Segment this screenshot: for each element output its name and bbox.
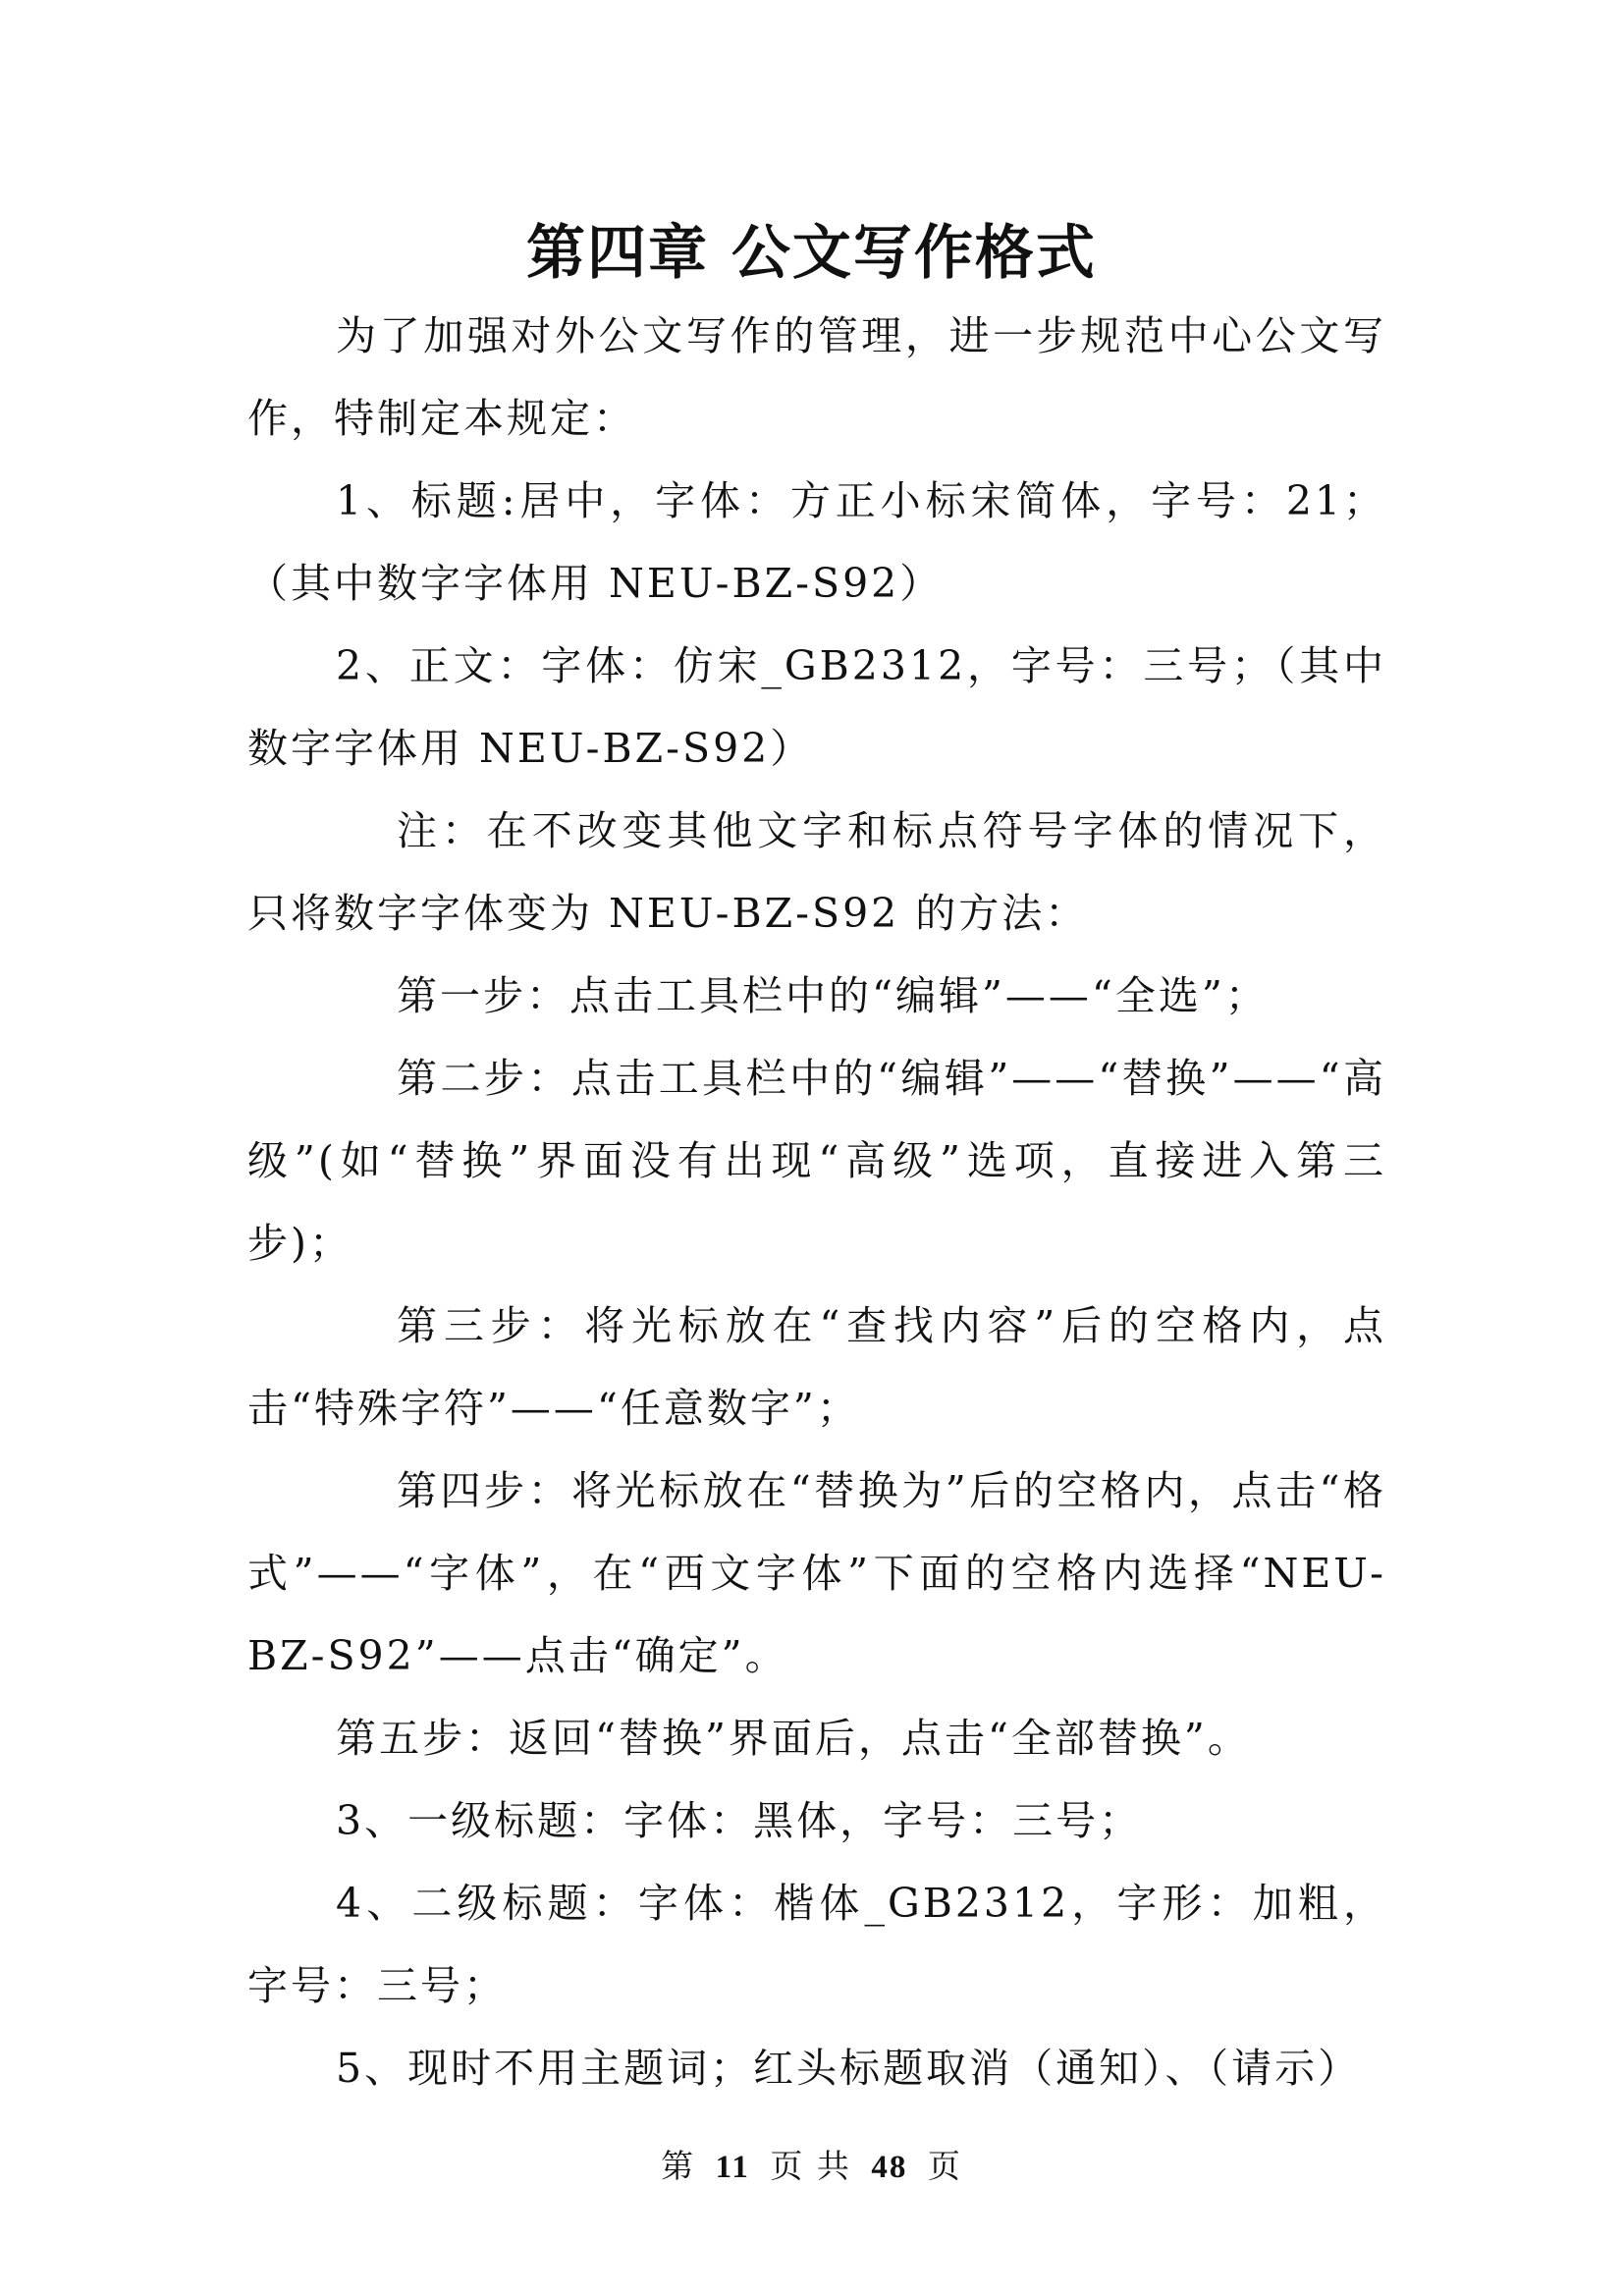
- current-page-number: 11: [715, 2150, 750, 2185]
- step-3-paragraph: 第三步：将光标放在“查找内容”后的空格内，点击“特殊字符”——“任意数字”；: [247, 1302, 1386, 1432]
- total-page-number: 48: [871, 2150, 908, 2185]
- step-4-paragraph: 第四步：将光标放在“替换为”后的空格内，点击“格式”——“字体”，在“西文字体”下面的空格内选择“NEU-BZ-S92”——点击“确定”。: [247, 1467, 1386, 1679]
- step-2-paragraph: 第二步：点击工具栏中的“编辑”——“替换”——“高级”(如“替换”界面没有出现“高级”选项，直接进入第三步)；: [247, 1055, 1386, 1267]
- rule-body-text-paragraph: 2、正文：字体：仿宋_GB2312，字号：三号；（其中数字字体用 NEU-BZ-S92）: [247, 642, 1386, 772]
- step-5-paragraph: 第五步：返回“替换”界面后，点击“全部替换”。: [336, 1715, 1251, 1762]
- footer-prefix: 第: [661, 2147, 696, 2185]
- chapter-title: 第四章 公文写作格式: [526, 219, 1097, 288]
- footer-middle: 页 共: [770, 2147, 851, 2185]
- note-paragraph: 注：在不改变其他文字和标点符号字体的情况下，只将数字字体变为 NEU-BZ-S92 的方法：: [247, 807, 1386, 937]
- intro-paragraph: 为了加强对外公文写作的管理，进一步规范中心公文写作，特制定本规定：: [247, 312, 1386, 442]
- footer-suffix: 页: [927, 2147, 962, 2185]
- rule-level1-heading-paragraph: 3、一级标题：字体：黑体，字号：三号；: [336, 1797, 1143, 1844]
- rule-level2-heading-paragraph: 4、二级标题：字体：楷体_GB2312，字形：加粗，字号：三号；: [247, 1880, 1386, 2009]
- page-footer: [0, 2141, 1623, 2187]
- rule-subject-words-paragraph: 5、现时不用主题词；红头标题取消（通知）、（请示）: [336, 2045, 1362, 2092]
- step-1-paragraph: 第一步：点击工具栏中的“编辑”——“全选”；: [397, 972, 1269, 1019]
- document-body: [247, 295, 1386, 2109]
- rule-title-paragraph: 1、标题:居中，字体：方正小标宋简体，字号：21；（其中数字字体用 NEU-BZ-S92）: [247, 477, 1386, 607]
